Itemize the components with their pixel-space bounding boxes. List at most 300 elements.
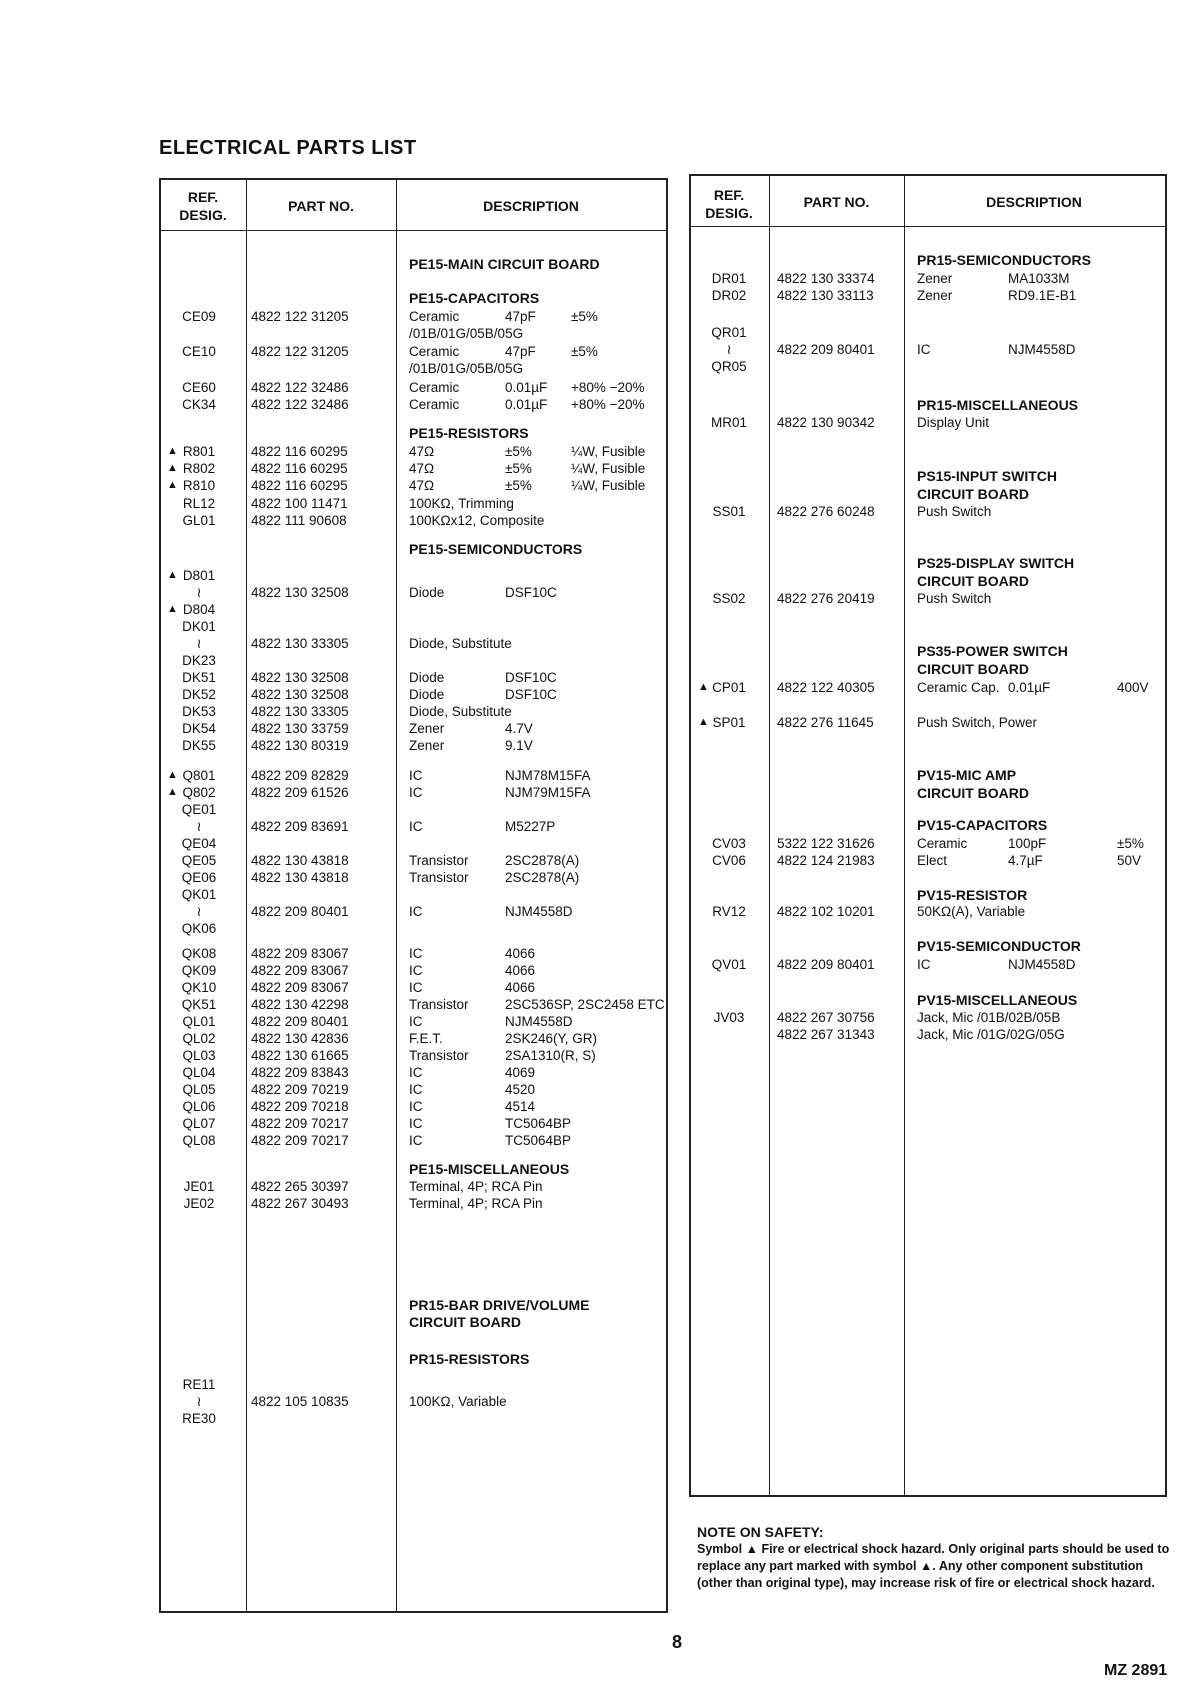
ref-designator: QE05 xyxy=(181,853,217,868)
safety-triangle-icon: ▲ xyxy=(698,716,709,728)
description: IC xyxy=(917,342,931,357)
description: IC xyxy=(409,946,423,961)
left-row xyxy=(159,1161,668,1178)
description: IC xyxy=(917,957,931,972)
right-row xyxy=(689,643,1167,660)
description: /01B/01G/05B/05G xyxy=(409,361,524,376)
description: Zener xyxy=(409,721,445,736)
right-row xyxy=(689,358,1167,375)
value: 0.01µF xyxy=(505,380,548,395)
left-row xyxy=(159,1195,668,1212)
left-row xyxy=(159,635,668,652)
left-row xyxy=(159,703,668,720)
description: IC xyxy=(409,1065,423,1080)
description: Ceramic xyxy=(409,397,460,412)
description: Zener xyxy=(409,738,445,753)
left-row xyxy=(159,1081,668,1098)
left-row xyxy=(159,425,668,442)
tolerance: ±5% xyxy=(571,309,598,324)
part-number: 4822 130 90342 xyxy=(777,415,875,430)
part-number: 4822 209 70217 xyxy=(251,1116,349,1131)
description: Ceramic xyxy=(409,344,460,359)
page-number: 8 xyxy=(672,1632,683,1652)
tolerance: ¼W, Fusible xyxy=(571,478,646,493)
part-number: 4822 116 60295 xyxy=(251,478,348,493)
ref-designator: QE01 xyxy=(181,802,217,817)
ref-designator: D804 xyxy=(182,602,216,617)
part-number: 4822 209 70218 xyxy=(251,1099,349,1114)
value: 47pF xyxy=(505,309,536,324)
description: Transistor xyxy=(409,870,469,885)
ref-designator: QL05 xyxy=(182,1082,216,1097)
ref-designator: ≀ xyxy=(196,1394,202,1409)
tolerance: +80% −20% xyxy=(571,380,645,395)
section-heading: PV15-MIC AMP xyxy=(917,767,1017,783)
description: Ceramic xyxy=(409,309,460,324)
tolerance: ¼W, Fusible xyxy=(571,461,646,476)
description: Diode xyxy=(409,585,445,600)
part-number: 4822 209 82829 xyxy=(251,768,349,783)
section-heading: PE15-MISCELLANEOUS xyxy=(409,1161,570,1177)
value: TC5064BP xyxy=(505,1133,572,1148)
ref-designator: QK51 xyxy=(181,997,217,1012)
section-heading: PR15-SEMICONDUCTORS xyxy=(917,252,1091,268)
right-row xyxy=(689,992,1167,1009)
left-row xyxy=(159,720,668,737)
value: 47pF xyxy=(505,344,536,359)
right-row xyxy=(689,573,1167,590)
ref-designator: ≀ xyxy=(196,636,202,651)
left-row xyxy=(159,379,668,396)
right-row xyxy=(689,270,1167,287)
part-number: 4822 130 33305 xyxy=(251,704,349,719)
description: Elect xyxy=(917,853,948,868)
ref-designator: QK06 xyxy=(181,921,217,936)
section-heading: PE15-RESISTORS xyxy=(409,425,529,441)
part-number: 4822 130 43818 xyxy=(251,853,349,868)
left-row xyxy=(159,1376,668,1393)
left-row xyxy=(159,256,668,273)
value: 2SK246(Y, GR) xyxy=(505,1031,598,1046)
left-row xyxy=(159,567,668,584)
part-number: 4822 111 90608 xyxy=(251,513,347,528)
description: Diode xyxy=(409,687,445,702)
left-row xyxy=(159,835,668,852)
ref-designator: ≀ xyxy=(726,342,732,357)
left-row xyxy=(159,601,668,618)
section-heading: PR15-MISCELLANEOUS xyxy=(917,397,1079,413)
ref-designator: JV03 xyxy=(713,1010,745,1025)
part-number: 4822 209 83067 xyxy=(251,963,349,978)
left-row xyxy=(159,618,668,635)
part-number: 4822 130 33113 xyxy=(777,288,874,303)
value: 4514 xyxy=(505,1099,536,1114)
ref-designator: ≀ xyxy=(196,904,202,919)
description: 47Ω xyxy=(409,444,435,459)
safety-note xyxy=(697,1524,1177,1592)
description: Ceramic xyxy=(409,380,460,395)
part-number: 4822 276 60248 xyxy=(777,504,875,519)
description: IC xyxy=(409,819,423,834)
section-heading: PV15-SEMICONDUCTOR xyxy=(917,938,1081,954)
part-number: 4822 116 60295 xyxy=(251,461,348,476)
description: IC xyxy=(409,1116,423,1131)
ref-designator: DK52 xyxy=(182,687,216,702)
left-row xyxy=(159,1064,668,1081)
ref-designator: JE01 xyxy=(183,1179,215,1194)
part-number: 4822 124 21983 xyxy=(777,853,875,868)
description: IC xyxy=(409,1133,423,1148)
value: NJM4558D xyxy=(505,1014,573,1029)
value: ±5% xyxy=(505,444,532,459)
safety-triangle-icon: ▲ xyxy=(698,681,709,693)
ref-designator: QL08 xyxy=(182,1133,216,1148)
right-row xyxy=(689,903,1167,920)
part-number: 4822 130 32508 xyxy=(251,670,349,685)
ref-designator: SS01 xyxy=(712,504,746,519)
part-number: 4822 209 83067 xyxy=(251,980,349,995)
left-row xyxy=(159,801,668,818)
right-row xyxy=(689,503,1167,520)
description: Jack, Mic /01B/02B/05B xyxy=(917,1010,1061,1025)
ref-designator: DK55 xyxy=(182,738,216,753)
description: Transistor xyxy=(409,853,469,868)
right-row xyxy=(689,1009,1167,1026)
ref-designator: RE11 xyxy=(182,1377,216,1392)
right-row xyxy=(689,1026,1167,1043)
ref-designator: RE30 xyxy=(182,1411,216,1426)
safety-triangle-icon: ▲ xyxy=(167,603,178,615)
section-heading: CIRCUIT BOARD xyxy=(917,486,1029,502)
left-row xyxy=(159,477,668,494)
ref-designator: CV06 xyxy=(712,853,746,868)
tolerance: +80% −20% xyxy=(571,397,645,412)
left-row xyxy=(159,869,668,886)
left-row xyxy=(159,290,668,307)
ref-designator: R801 xyxy=(182,444,216,459)
right-row xyxy=(689,835,1167,852)
part-number: 5322 122 31626 xyxy=(777,836,875,851)
ref-designator: JE02 xyxy=(183,1196,215,1211)
left-row xyxy=(159,1098,668,1115)
tolerance: ±5% xyxy=(571,344,598,359)
part-number: 4822 130 33305 xyxy=(251,636,349,651)
right-row xyxy=(689,324,1167,341)
ref-designator: MR01 xyxy=(710,415,747,430)
part-number: 4822 122 32486 xyxy=(251,380,349,395)
left-row xyxy=(159,308,668,325)
left-row xyxy=(159,920,668,937)
safety-triangle-icon: ▲ xyxy=(167,569,178,581)
description: Zener xyxy=(917,271,953,286)
ref-designator: DK54 xyxy=(182,721,216,736)
value: 4069 xyxy=(505,1065,536,1080)
section-heading: CIRCUIT BOARD xyxy=(917,573,1029,589)
ref-designator: QL03 xyxy=(182,1048,216,1063)
ref-designator: QR05 xyxy=(711,359,747,374)
description: Terminal, 4P; RCA Pin xyxy=(409,1179,543,1194)
value: DSF10C xyxy=(505,585,557,600)
ref-designator: D801 xyxy=(182,568,216,583)
part-number: 4822 122 31205 xyxy=(251,309,349,324)
description: 100KΩ, Variable xyxy=(409,1394,507,1409)
description: IC xyxy=(409,1082,423,1097)
section-heading: PE15-MAIN CIRCUIT BOARD xyxy=(409,256,600,272)
description: 100KΩx12, Composite xyxy=(409,513,545,528)
ref-designator: DK51 xyxy=(182,670,216,685)
value: NJM4558D xyxy=(1008,957,1076,972)
part-number: 4822 209 80401 xyxy=(777,342,875,357)
description: Ceramic xyxy=(917,836,968,851)
left-row xyxy=(159,784,668,801)
left-header-desc: DESCRIPTION xyxy=(483,198,579,214)
ref-designator: QR01 xyxy=(711,325,747,340)
description: IC xyxy=(409,768,423,783)
description: /01B/01G/05B/05G xyxy=(409,326,524,341)
section-heading: PS15-INPUT SWITCH xyxy=(917,468,1058,484)
left-row xyxy=(159,886,668,903)
left-row xyxy=(159,1314,668,1331)
ref-designator: QL01 xyxy=(182,1014,216,1029)
ref-designator: CK34 xyxy=(182,397,216,412)
section-heading: CIRCUIT BOARD xyxy=(409,1314,521,1330)
right-row xyxy=(689,341,1167,358)
value: MA1033M xyxy=(1008,271,1070,286)
value: NJM4558D xyxy=(1008,342,1076,357)
description: IC xyxy=(409,1099,423,1114)
description: Diode xyxy=(409,670,445,685)
description: Diode, Substitute xyxy=(409,636,512,651)
left-row xyxy=(159,979,668,996)
description: Push Switch xyxy=(917,504,992,519)
left-row xyxy=(159,962,668,979)
right-header-ref: REF. DESIG. xyxy=(705,187,753,221)
value: 0.01µF xyxy=(505,397,548,412)
ref-designator: QE06 xyxy=(181,870,217,885)
right-row xyxy=(689,468,1167,485)
value: 4066 xyxy=(505,946,536,961)
left-row xyxy=(159,1410,668,1427)
left-row xyxy=(159,360,668,377)
description: IC xyxy=(409,1014,423,1029)
part-number: 4822 267 31343 xyxy=(777,1027,875,1042)
ref-designator: QL02 xyxy=(182,1031,216,1046)
left-row xyxy=(159,686,668,703)
right-row xyxy=(689,785,1167,802)
part-number: 4822 122 32486 xyxy=(251,397,349,412)
ref-designator: R802 xyxy=(182,461,216,476)
part-number: 4822 122 40305 xyxy=(777,680,875,695)
right-row xyxy=(689,661,1167,678)
section-heading: PR15-RESISTORS xyxy=(409,1351,530,1367)
ref-designator: CE10 xyxy=(182,344,216,359)
description: IC xyxy=(409,785,423,800)
description: 50KΩ(A), Variable xyxy=(917,904,1026,919)
section-heading: PS25-DISPLAY SWITCH xyxy=(917,555,1075,571)
left-row xyxy=(159,767,668,784)
ref-designator: GL01 xyxy=(182,513,216,528)
value: 4066 xyxy=(505,980,536,995)
left-row xyxy=(159,1178,668,1195)
description: Ceramic Cap. xyxy=(917,680,1000,695)
right-row xyxy=(689,852,1167,869)
safety-triangle-icon: ▲ xyxy=(167,445,178,457)
value: 2SC2878(A) xyxy=(505,853,580,868)
ref-designator: DR01 xyxy=(711,271,747,286)
part-number: 4822 209 61526 xyxy=(251,785,349,800)
part-number: 4822 122 31205 xyxy=(251,344,349,359)
value: ±5% xyxy=(505,478,532,493)
description: Jack, Mic /01G/02G/05G xyxy=(917,1027,1065,1042)
part-number: 4822 209 80401 xyxy=(251,904,349,919)
page-title: ELECTRICAL PARTS LIST xyxy=(159,137,417,159)
part-number: 4822 209 83843 xyxy=(251,1065,349,1080)
description: 47Ω xyxy=(409,478,435,493)
left-row xyxy=(159,325,668,342)
safety-triangle-icon: ▲ xyxy=(167,462,178,474)
tolerance: 400V xyxy=(1117,680,1149,695)
left-row xyxy=(159,1393,668,1410)
part-number: 4822 130 33759 xyxy=(251,721,349,736)
tolerance: 50V xyxy=(1117,853,1142,868)
left-row xyxy=(159,852,668,869)
value: 4.7V xyxy=(505,721,533,736)
description: IC xyxy=(409,980,423,995)
right-row xyxy=(689,956,1167,973)
right-row xyxy=(689,887,1167,904)
description: Terminal, 4P; RCA Pin xyxy=(409,1196,543,1211)
value: 0.01µF xyxy=(1008,680,1051,695)
right-header-part: PART NO. xyxy=(803,194,870,210)
section-heading: PS35-POWER SWITCH xyxy=(917,643,1068,659)
part-number: 4822 209 80401 xyxy=(251,1014,349,1029)
right-row xyxy=(689,817,1167,834)
left-row xyxy=(159,1047,668,1064)
ref-designator: QK09 xyxy=(181,963,217,978)
tolerance: ¼W, Fusible xyxy=(571,444,646,459)
value: 2SC2878(A) xyxy=(505,870,580,885)
value: M5227P xyxy=(505,819,556,834)
left-row xyxy=(159,1013,668,1030)
part-number: 4822 130 32508 xyxy=(251,687,349,702)
left-header-ref: REF. DESIG. xyxy=(179,189,227,223)
description: IC xyxy=(409,963,423,978)
ref-designator: DK23 xyxy=(182,653,216,668)
right-row xyxy=(689,486,1167,503)
part-number: 4822 209 83691 xyxy=(251,819,349,834)
part-number: 4822 130 42298 xyxy=(251,997,349,1012)
left-row xyxy=(159,669,668,686)
ref-designator: ≀ xyxy=(196,585,202,600)
value: 4066 xyxy=(505,963,536,978)
value: 4520 xyxy=(505,1082,536,1097)
ref-designator: SS02 xyxy=(712,591,746,606)
part-number: 4822 265 30397 xyxy=(251,1179,349,1194)
right-row xyxy=(689,252,1167,269)
model-number: MZ 2891 xyxy=(1104,1662,1168,1679)
value: NJM78M15FA xyxy=(505,768,591,783)
ref-designator: QV01 xyxy=(711,957,747,972)
part-number: 4822 130 80319 xyxy=(251,738,349,753)
ref-designator: DK53 xyxy=(182,704,216,719)
ref-designator: Q801 xyxy=(182,768,216,783)
description: IC xyxy=(409,904,423,919)
description: Transistor xyxy=(409,997,469,1012)
ref-designator: QK10 xyxy=(181,980,217,995)
ref-designator: RL12 xyxy=(182,496,216,511)
section-heading: CIRCUIT BOARD xyxy=(917,661,1029,677)
left-row xyxy=(159,1351,668,1368)
safety-note-text: Symbol ▲ Fire or electrical shock hazard. Only original parts should be used to replace any part marked with symbol ▲. Any other component substitution (other than original type), may increase risk of fire or electrical shock hazard. xyxy=(697,1542,1170,1590)
left-row xyxy=(159,1132,668,1149)
safety-triangle-icon: ▲ xyxy=(167,786,178,798)
part-number: 4822 130 42836 xyxy=(251,1031,349,1046)
part-number: 4822 276 11645 xyxy=(777,715,874,730)
left-row xyxy=(159,903,668,920)
value: NJM79M15FA xyxy=(505,785,591,800)
value: 100pF xyxy=(1008,836,1047,851)
section-heading: CIRCUIT BOARD xyxy=(917,785,1029,801)
ref-designator: CV03 xyxy=(712,836,746,851)
right-row xyxy=(689,287,1167,304)
left-row xyxy=(159,443,668,460)
ref-designator: CE60 xyxy=(182,380,216,395)
part-number: 4822 130 61665 xyxy=(251,1048,349,1063)
part-number: 4822 276 20419 xyxy=(777,591,875,606)
section-heading: PE15-SEMICONDUCTORS xyxy=(409,541,583,557)
description: 100KΩ, Trimming xyxy=(409,496,514,511)
ref-designator: QK08 xyxy=(181,946,217,961)
description: F.E.T. xyxy=(409,1031,443,1046)
ref-designator: QL07 xyxy=(182,1116,216,1131)
description: Push Switch xyxy=(917,591,992,606)
part-number: 4822 267 30756 xyxy=(777,1010,875,1025)
right-header-desc: DESCRIPTION xyxy=(986,194,1082,210)
left-row xyxy=(159,1115,668,1132)
ref-designator: R810 xyxy=(182,478,216,493)
left-row xyxy=(159,1297,668,1314)
ref-designator: CP01 xyxy=(712,680,746,695)
left-row xyxy=(159,460,668,477)
left-row xyxy=(159,1030,668,1047)
ref-designator: DR02 xyxy=(711,288,747,303)
ref-designator: CE09 xyxy=(182,309,216,324)
ref-designator: QL06 xyxy=(182,1099,216,1114)
right-row xyxy=(689,555,1167,572)
part-number: 4822 130 33374 xyxy=(777,271,875,286)
part-number: 4822 105 10835 xyxy=(251,1394,349,1409)
ref-designator: SP01 xyxy=(712,715,746,730)
section-heading: PE15-CAPACITORS xyxy=(409,290,540,306)
part-number: 4822 209 80401 xyxy=(777,957,875,972)
ref-designator: QE04 xyxy=(181,836,217,851)
right-row xyxy=(689,767,1167,784)
value: NJM4558D xyxy=(505,904,573,919)
part-number: 4822 130 43818 xyxy=(251,870,349,885)
part-number: 4822 267 30493 xyxy=(251,1196,349,1211)
value: ±5% xyxy=(505,461,532,476)
description: Diode, Substitute xyxy=(409,704,512,719)
part-number: 4822 102 10201 xyxy=(777,904,875,919)
ref-designator: QL04 xyxy=(182,1065,216,1080)
tolerance: ±5% xyxy=(1117,836,1144,851)
left-header-part: PART NO. xyxy=(288,198,354,214)
left-row xyxy=(159,737,668,754)
value: DSF10C xyxy=(505,670,557,685)
value: TC5064BP xyxy=(505,1116,572,1131)
ref-designator: RV12 xyxy=(712,904,746,919)
part-number: 4822 116 60295 xyxy=(251,444,348,459)
